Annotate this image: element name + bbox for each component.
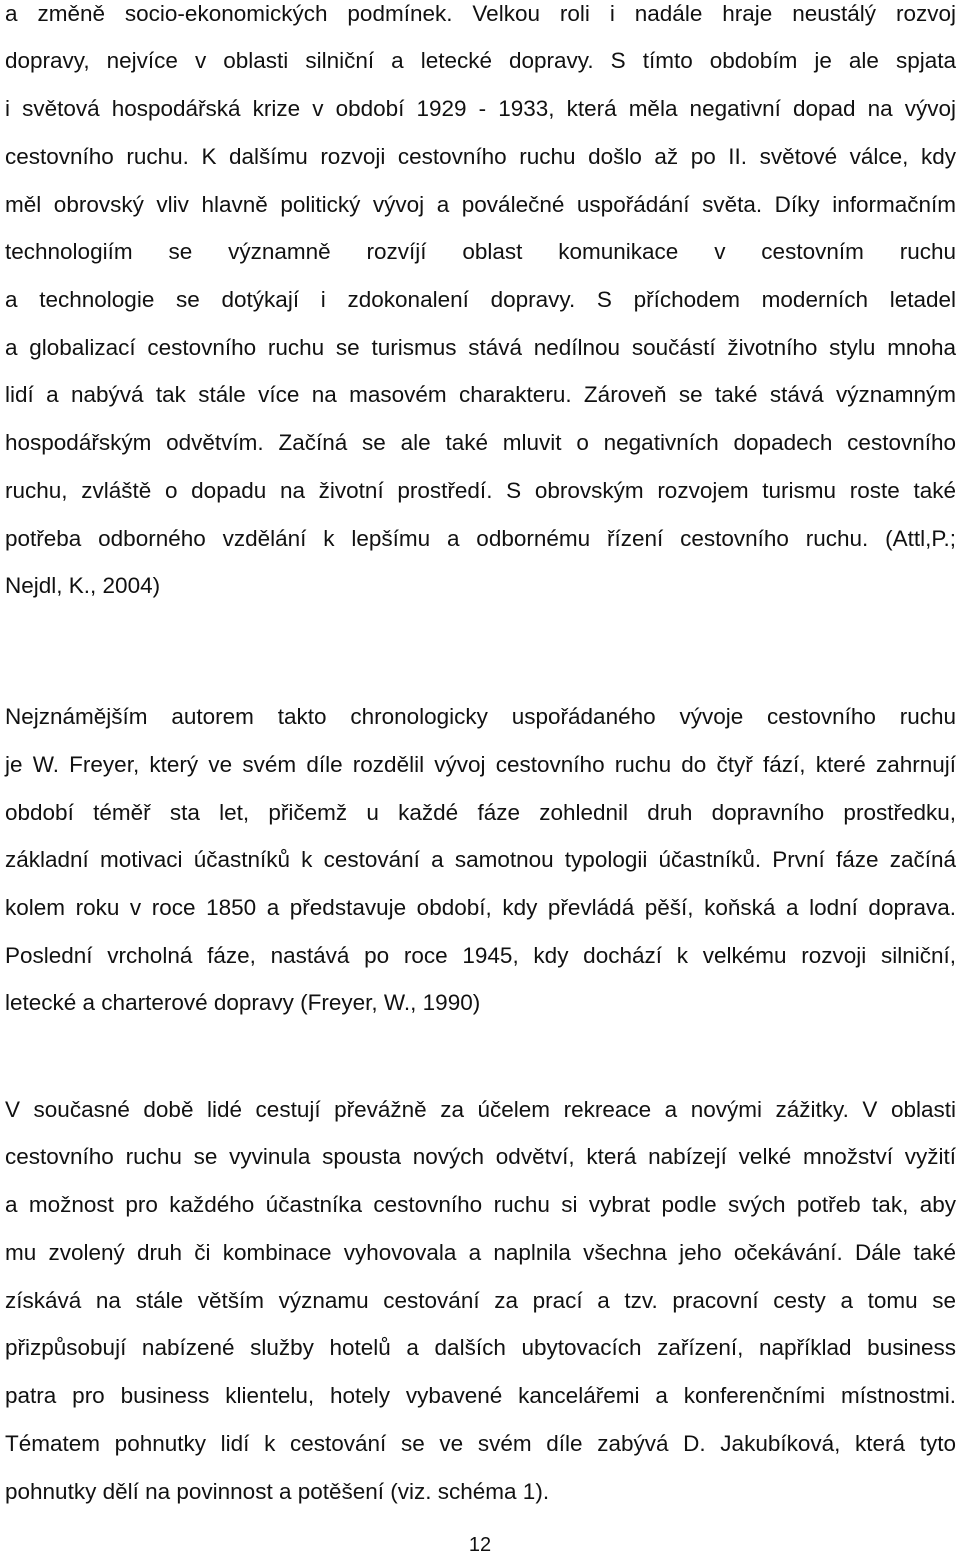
- text-line: hospodářským odvětvím. Začíná se ale také mluvit o negativních dopadech cestovního: [5, 430, 956, 455]
- text-line: Nejznámějším autorem takto chronologicky uspořádaného vývoje cestovního ruchu: [5, 704, 956, 729]
- text-line: ruchu, zvláště o dopadu na životní prostředí. S obrovským rozvojem turismu roste také: [5, 478, 956, 503]
- text-line: a možnost pro každého účastníka cestovního ruchu si vybrat podle svých potřeb tak, aby: [5, 1192, 956, 1217]
- text-line: dopravy, nejvíce v oblasti silniční a letecké dopravy. S tímto obdobím je ale spjata: [5, 48, 956, 73]
- text-line: Nejdl, K., 2004): [5, 573, 161, 598]
- text-line: období téměř sta let, přičemž u každé fáze zohlednil druh dopravního prostředku,: [5, 800, 956, 825]
- text-line: i světová hospodářská krize v období 1929 - 1933, která měla negativní dopad na vývoj: [5, 96, 956, 121]
- text-line: letecké a charterové dopravy (Freyer, W., 1990): [5, 990, 481, 1015]
- text-line: patra pro business klientelu, hotely vybavené kancelářemi a konferenčními místnostmi.: [5, 1383, 956, 1408]
- text-line: mu zvolený druh či kombinace vyhovovala a naplnila všechna jeho očekávání. Dále také: [5, 1240, 956, 1265]
- text-line: základní motivaci účastníků k cestování a samotnou typologii účastníků. První fáze začíná: [5, 847, 956, 872]
- text-line: kolem roku v roce 1850 a představuje období, kdy převládá pěší, koňská a lodní doprava.: [5, 895, 956, 920]
- text-line: a technologie se dotýkají i zdokonalení dopravy. S příchodem moderních letadel: [5, 287, 956, 312]
- text-line: cestovního ruchu se vyvinula spousta nových odvětví, která nabízejí velké množství vyžití: [5, 1144, 956, 1169]
- text-line: V současné době lidé cestují převážně za účelem rekreace a novými zážitky. V oblasti: [5, 1097, 956, 1122]
- text-line: lidí a nabývá tak stále více na masovém charakteru. Zároveň se také stává významným: [5, 382, 956, 407]
- text-line: Poslední vrcholná fáze, nastává po roce 1945, kdy dochází k velkému rozvoji silniční,: [5, 943, 956, 968]
- text-line: měl obrovský vliv hlavně politický vývoj a poválečné uspořádání světa. Díky informačním: [5, 192, 956, 217]
- text-line: a globalizací cestovního ruchu se turismus stává nedílnou součástí životního stylu mnoha: [5, 335, 956, 360]
- text-line: a změně socio-ekonomických podmínek. Velkou roli i nadále hraje neustálý rozvoj: [5, 1, 956, 26]
- text-line: Tématem pohnutky lidí k cestování se ve svém díle zabývá D. Jakubíková, která tyto: [5, 1431, 956, 1456]
- text-line: technologiím se významně rozvíjí oblast komunikace v cestovním ruchu: [5, 239, 956, 264]
- page-number: 12: [468, 1534, 492, 1556]
- text-line: přizpůsobují nabízené služby hotelů a dalších ubytovacích zařízení, například business: [5, 1335, 956, 1360]
- text-line: potřeba odborného vzdělání k lepšímu a odbornému řízení cestovního ruchu. (Attl,P.;: [5, 526, 956, 551]
- text-line: je W. Freyer, který ve svém díle rozdělil vývoj cestovního ruchu do čtyř fází, které zahrnují: [5, 752, 956, 777]
- text-line: cestovního ruchu. K dalšímu rozvoji cestovního ruchu došlo až po II. světové válce, kdy: [5, 144, 956, 169]
- text-line: pohnutky dělí na povinnost a potěšení (viz. schéma 1).: [5, 1479, 550, 1504]
- text-line: získává na stále větším významu cestování za prací a tzv. pracovní cesty a tomu se: [5, 1288, 956, 1313]
